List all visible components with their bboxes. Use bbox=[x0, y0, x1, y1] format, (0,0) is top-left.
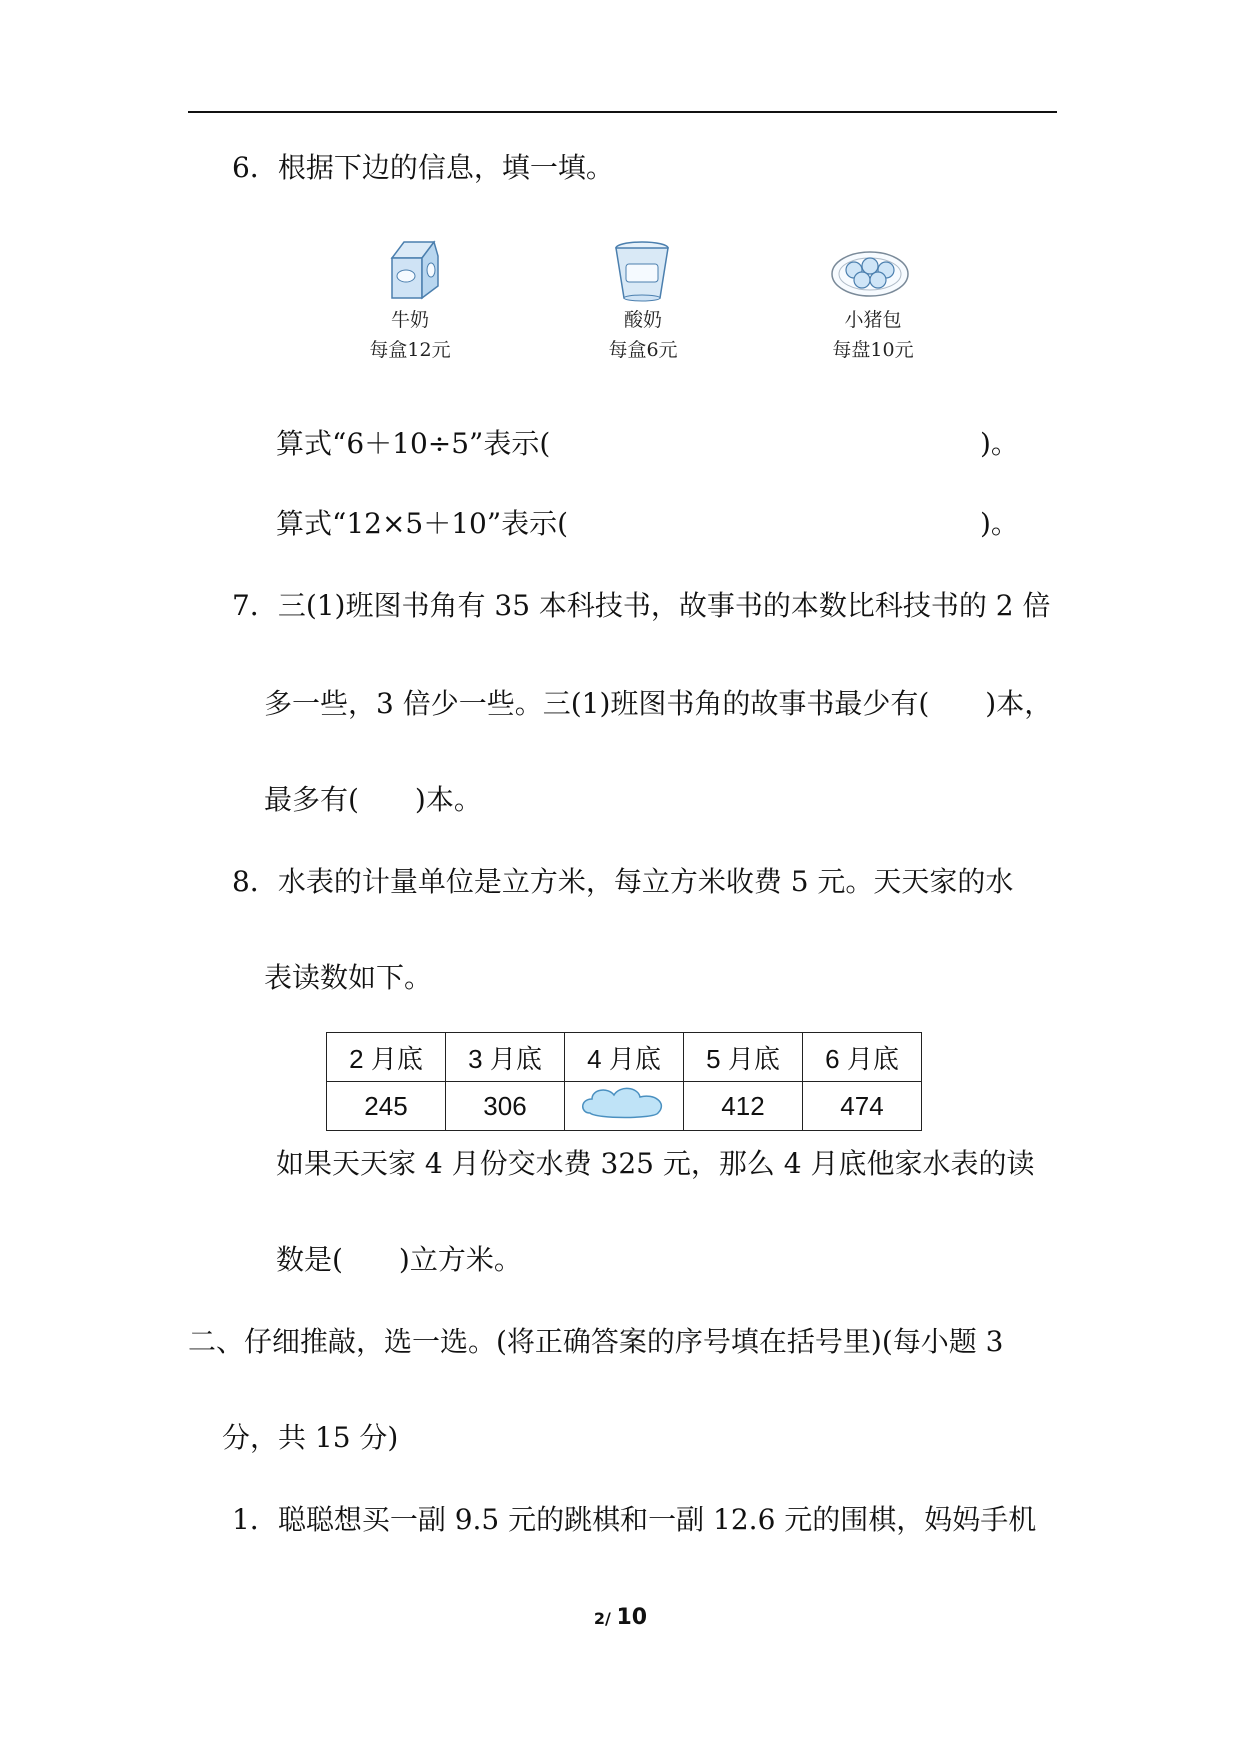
table-header-row bbox=[327, 1033, 922, 1082]
q8-line3: 如果天天家 4 月份交水费 325 元，那么 4 月底他家水表的读 bbox=[276, 1147, 1035, 1180]
table-row bbox=[327, 1082, 922, 1131]
section2-line1: 二、仔细推敲，选一选。(将正确答案的序号填在括号里)(每小题 3 bbox=[188, 1325, 1004, 1358]
hidden-reading-cell bbox=[565, 1082, 684, 1131]
table-cell: 412 bbox=[684, 1082, 803, 1131]
table-cell: 245 bbox=[327, 1082, 446, 1131]
q7-line3: 最多有( )本。 bbox=[264, 783, 482, 816]
table-cell: 474 bbox=[803, 1082, 922, 1131]
table-header-cell: 3 月底 bbox=[446, 1033, 565, 1082]
table-header-cell: 5 月底 bbox=[684, 1033, 803, 1082]
table-cell: 306 bbox=[446, 1082, 565, 1131]
milk-name: 牛奶 bbox=[390, 309, 429, 331]
q8-line2: 表读数如下。 bbox=[264, 961, 433, 994]
s2q1-line1: 1．聪聪想买一副 9.5 元的跳棋和一副 12.6 元的围棋，妈妈手机 bbox=[232, 1503, 1037, 1536]
page-total: 10 bbox=[616, 1605, 648, 1630]
header-rule bbox=[188, 111, 1057, 113]
formula2-suffix: )。 bbox=[980, 507, 1019, 540]
yogurt-price: 每盒6元 bbox=[608, 339, 678, 361]
table-header-cell: 2 月底 bbox=[327, 1033, 446, 1082]
pig-buns-name: 小猪包 bbox=[844, 309, 902, 331]
q7-line2: 多一些，3 倍少一些。三(1)班图书角的故事书最少有( )本， bbox=[264, 687, 1053, 720]
yogurt-cup-icon bbox=[610, 240, 674, 302]
q6-title: 6．根据下边的信息，填一填。 bbox=[232, 151, 614, 184]
q8-line1: 8．水表的计量单位是立方米，每立方米收费 5 元。天天家的水 bbox=[232, 865, 1014, 898]
section2-line2: 分，共 15 分) bbox=[222, 1421, 399, 1454]
water-meter-table bbox=[326, 1032, 922, 1131]
milk-price: 每盒12元 bbox=[369, 339, 451, 361]
yogurt-name: 酸奶 bbox=[623, 309, 662, 331]
table-header-cell: 6 月底 bbox=[803, 1033, 922, 1082]
cloud-icon bbox=[576, 1083, 672, 1123]
q7-line1: 7．三(1)班图书角有 35 本科技书，故事书的本数比科技书的 2 倍 bbox=[232, 589, 1051, 622]
milk-carton-icon bbox=[382, 236, 446, 302]
page-current: 2/ bbox=[593, 1609, 611, 1628]
table-header-cell: 4 月底 bbox=[565, 1033, 684, 1082]
formula2-prefix: 算式“12×5＋10”表示( bbox=[276, 507, 569, 540]
pig-buns-plate-icon bbox=[830, 246, 910, 298]
pig-buns-price: 每盘10元 bbox=[832, 339, 914, 361]
q8-line4: 数是( )立方米。 bbox=[276, 1243, 522, 1276]
page-number bbox=[0, 1605, 1241, 1630]
formula1-suffix: )。 bbox=[980, 427, 1019, 460]
formula1-prefix: 算式“6＋10÷5”表示( bbox=[276, 427, 551, 460]
